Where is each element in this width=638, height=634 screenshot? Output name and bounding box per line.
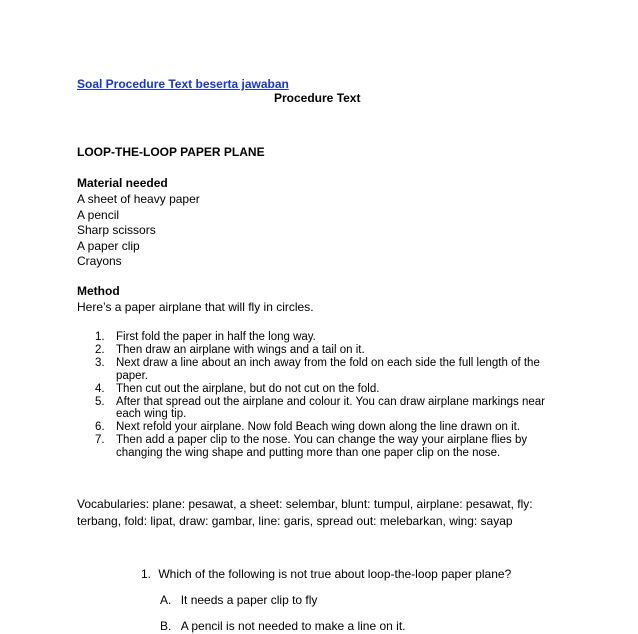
method-step [77,357,567,383]
material-item: Crayons [77,254,122,268]
material-item: A paper clip [77,239,140,253]
material-item: A pencil [77,208,120,222]
step-text: Then cut out the airplane, but do not cut on the fold. [116,382,380,395]
method-step [77,344,567,357]
question-item [141,567,511,582]
vocabularies-paragraph: Vocabularies: plane: pesawat, a sheet: selembar, blunt: tumpul, airplane: pesawat, fly: terbang, fold: lipat, draw: gambar, line: garis, spread out: melebarkan, wing: sayap [77,497,533,528]
text-title: LOOP-THE-LOOP PAPER PLANE [77,145,265,159]
soal-procedure-text-link[interactable]: Soal Procedure Text beserta jawaban [77,77,289,91]
step-text: Then draw an airplane with wings and a tail on it. [116,343,365,356]
step-number: 5. [95,395,105,408]
option-letter: A. [160,593,172,607]
step-number: 2. [95,343,105,356]
method-heading: Method [77,284,120,298]
option-text: A pencil is not needed to make a line on it. [180,619,406,633]
method-step [77,383,567,396]
material-item: Sharp scissors [77,223,156,237]
step-number: 1. [95,331,105,343]
step-text: Next draw a line about an inch away from the fold on each side the full length of the paper. [116,356,540,382]
method-step [77,396,567,422]
method-intro: Here’s a paper airplane that will fly in circles. [77,300,314,314]
material-item: A sheet of heavy paper [77,192,200,206]
answer-option [160,619,406,634]
step-number: 3. [95,356,105,369]
step-text: First fold the paper in half the long way. [116,331,316,343]
option-letter: B. [160,619,172,633]
step-text: After that spread out the airplane and colour it. You can draw airplane markings near each wing tip. [116,395,545,421]
method-step [77,331,567,344]
question-number: 1. [141,567,152,581]
step-text: Then add a paper clip to the nose. You can change the way your airplane flies by changing the wing shape and putting more than one paper clip on the nose. [116,434,528,460]
step-number: 7. [95,434,105,447]
step-number: 4. [95,382,105,395]
step-number: 6. [95,421,105,434]
option-text: It needs a paper clip to fly [180,593,318,607]
method-step [77,434,567,460]
question-text: Which of the following is not true about loop-the-loop paper plane? [158,567,512,581]
answer-option [160,593,317,608]
step-text: Next refold your airplane. Now fold Beach wing down along the line drawn on it. [116,421,521,434]
method-step [77,421,567,434]
page-title: Procedure Text [274,91,361,105]
method-steps-list [77,331,567,460]
materials-heading: Material needed [77,176,168,190]
